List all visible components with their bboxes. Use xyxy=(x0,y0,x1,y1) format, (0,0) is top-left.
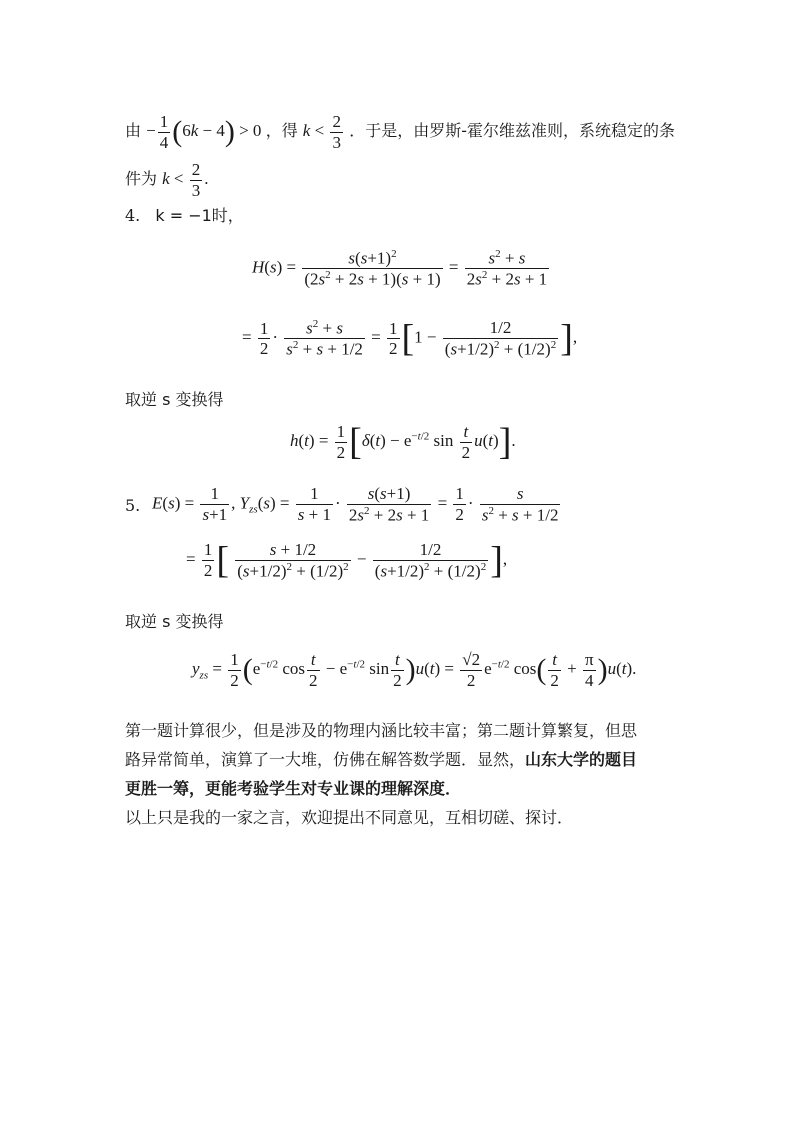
conclusion-line-2b: 山东大学的题目 xyxy=(525,750,638,769)
stability-condition-line xyxy=(125,112,675,152)
item-4-cond: k = −1时， xyxy=(155,206,244,225)
conclusion-line-1: 第一题计算很少，但是涉及的物理内涵比较丰富；第二题计算繁复，但思 xyxy=(125,721,638,740)
inverse-label-1: 取逆 s 变换得 xyxy=(125,390,224,409)
text-prefix: 由 xyxy=(125,120,142,140)
k-bound-formula-2: k < $\frac{2}{3}$ . xyxy=(162,160,209,200)
transfer-function-formula: H(s) = $\frac{s(s+1)^2}{(2s^2 + 2s + 1)(s + 1)}$ = $\frac{s^2 + s}{2s^2 + 2s + 1}$ xyxy=(252,248,548,289)
text-suffix: ．于是，由罗斯-霍尔维兹准则，系统稳定的条 xyxy=(349,120,675,140)
stability-condition-line-2 xyxy=(125,160,209,200)
conclusion-line-3: 更胜一筹，更能考验学生对专业课的理解深度． xyxy=(125,779,462,798)
zero-state-formula: E(s) = $\frac{1}{s+1}$ , $Y_{zs}(s)$ = $\frac{1}{s + 1}$ · $\frac{s(s+1)}{2s^2 + 2s + 1}$ = $\frac{1}{2}$ · $\frac{s}{s^2 + s + 1/2}$ xyxy=(152,484,559,525)
item-4-label: 4. xyxy=(125,206,141,225)
conclusion-paragraph xyxy=(125,716,673,832)
item-4-header xyxy=(125,208,244,224)
inequality-formula: − $\frac{1}{4}$ (6k − 4) > 0 xyxy=(146,112,266,152)
text-mid: ，得 xyxy=(265,120,298,140)
closing-remark: 以上只是我的一家之言，欢迎提出不同意见，互相切磋、探讨． xyxy=(125,808,574,827)
text-line2: 件为 xyxy=(125,168,158,188)
item-5-label: 5. xyxy=(125,496,141,515)
k-bound-formula: k < $\frac{2}{3}$ xyxy=(302,112,341,152)
transfer-function-expansion: = $\frac{1}{2}$ · $\frac{s^2 + s}{s^2 + s + 1/2}$ = $\frac{1}{2}$ [1 − $\frac{1/2}{(s+1/2)^2 + (1/2)^2}$ ], xyxy=(242,317,578,360)
impulse-response-formula: h(t) = $\frac{1}{2}$ [$\delta(t) - e^{-t/2}$ sin $\frac{t}{2}$ u(t)]. xyxy=(290,421,516,464)
conclusion-line-2a: 路异常简单，演算了一大堆，仿佛在解答数学题．显然， xyxy=(125,750,526,769)
conclusion-line-2 xyxy=(125,745,673,774)
zero-state-expansion: = $\frac{1}{2}$ [ $\frac{s + 1/2}{(s+1/2)^2 + (1/2)^2}$ − $\frac{1/2}{(s+1/2)^2 + (1/2)^2}$ ], xyxy=(186,539,508,582)
zero-state-response-formula: $y_{zs}$ = $\frac{1}{2}$ ($e^{-t/2}$ cos $\frac{t}{2}$ − $e^{-t/2}$ sin $\frac{t}{2}$ )u(t) = $\frac{√2}{2}$ $e^{-t/2}$ cos( $\frac{t}{2}$ + $\frac{\pi}{4}$ )u(t). xyxy=(192,650,637,690)
inverse-label-2: 取逆 s 变换得 xyxy=(125,612,224,631)
